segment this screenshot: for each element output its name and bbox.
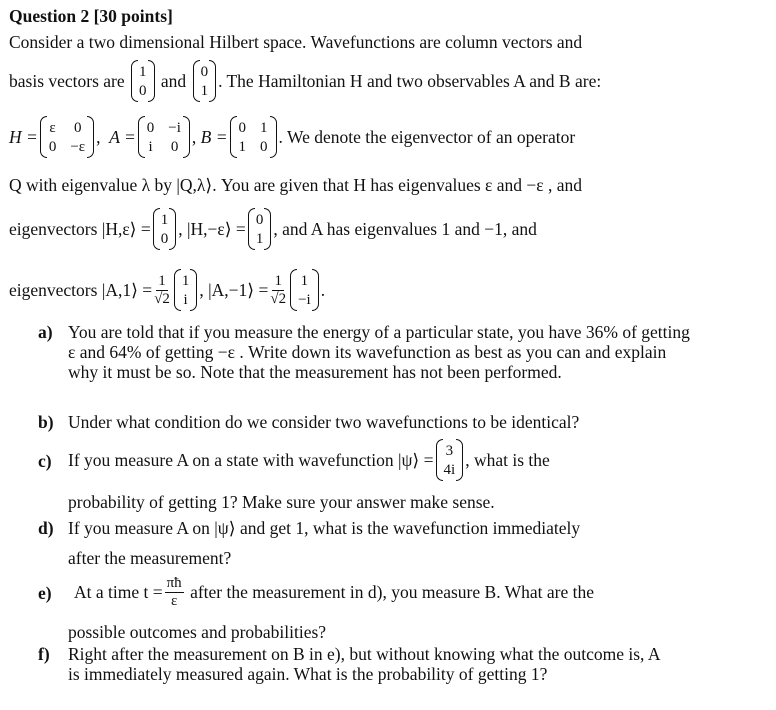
part-e-label: e)	[38, 583, 52, 603]
part-b-text: Under what condition do we consider two wavefunctions to be identical?	[68, 412, 580, 432]
part-e-line-1	[74, 568, 754, 616]
eigvec-a-prefix: eigenvectors	[9, 279, 98, 300]
part-f-text: Right after the measurement on B in e), but without knowing what the outcome is, A is immediately measured again. What is the probability of getting 1?	[68, 644, 660, 685]
a-eigen-sentence: , and A has eigenvalues 1 and −1, and	[273, 218, 537, 239]
a-label: A =	[109, 126, 136, 147]
part-c-post: , what is the	[465, 449, 550, 470]
h-minus-vector: 0 1	[248, 208, 272, 250]
h-matrix: ε 0 0 −ε	[40, 116, 94, 158]
part-c-line-1	[68, 438, 748, 482]
sqrt2-fraction-1: $\frac{1}{√2}$	[154, 272, 170, 307]
basis-line	[9, 58, 601, 104]
h-label: H =	[9, 126, 38, 147]
h-ket-minus: |H,−ε⟩ =	[187, 218, 246, 239]
part-d-label: d)	[38, 518, 54, 538]
q-line: Q with eigenvalue λ by |Q,λ⟩. You are given that H has eigenvalues ε and −ε , and	[9, 175, 583, 195]
a-eigenvectors-line: eigenvectors |A,1⟩ = $\frac{1}{√2}$ 1 i , |A,−1⟩ = $\frac{1}{√2}$ 1 −i .	[9, 265, 325, 315]
time-fraction: $\frac{\pi ħ}{\varepsilon}$	[166, 574, 182, 609]
basis-vector-1: 1 0	[131, 60, 155, 102]
eigvec-h-prefix: eigenvectors	[9, 218, 98, 239]
b-label: B =	[200, 126, 228, 147]
h-ket-plus: |H,ε⟩ =	[101, 218, 151, 239]
matrices-line: H = ε 0 0 −ε , A = 0 −i i 0 , B = 0 1 1 0 . We denote the eigenvector of an operator	[9, 114, 575, 160]
a-ket-minus: |A,−1⟩ =	[208, 279, 269, 300]
part-e	[38, 568, 758, 616]
question-title: Question 2 [30 points]	[9, 6, 173, 26]
sqrt2-fraction-2: $\frac{1}{√2}$	[270, 272, 287, 307]
b-matrix: 0 1 1 0	[230, 116, 277, 158]
part-d-line-2: after the measurement?	[68, 548, 232, 568]
basis-prefix: basis vectors are	[9, 70, 125, 91]
part-f-label: f)	[38, 644, 50, 664]
part-e-post: after the measurement in d), you measure B. What are the	[190, 581, 595, 602]
psi-vector: 3 4i	[436, 439, 464, 481]
part-d-text: If you measure A on |ψ⟩ and get 1, what is the wavefunction immediately	[68, 518, 581, 538]
part-c-pre: If you measure A on a state with wavefunction |ψ⟩ =	[68, 449, 434, 470]
eigvec-sentence: . We denote the eigenvector of an operator	[278, 126, 576, 147]
part-c-label: c)	[38, 451, 52, 471]
intro-line-1: Consider a two dimensional Hilbert space. Wavefunctions are column vectors and	[9, 32, 583, 52]
and-word: and	[160, 70, 187, 91]
basis-vector-2: 0 1	[193, 60, 217, 102]
hamiltonian-sentence: . The Hamiltonian H and two observables A and B are:	[218, 70, 602, 91]
a-ket-plus: |A,1⟩ =	[101, 279, 153, 300]
a-plus-vector: 1 i	[174, 269, 198, 311]
a-matrix: 0 −i i 0	[138, 116, 190, 158]
h-eigenvectors-line: eigenvectors |H,ε⟩ = 1 0 , |H,−ε⟩ = 0 1 , and A has eigenvalues 1 and −1, and	[9, 205, 537, 253]
part-b-label: b)	[38, 412, 54, 432]
part-c	[38, 438, 758, 482]
part-c-line-2: probability of getting 1? Make sure your answer make sense.	[68, 492, 495, 512]
a-minus-vector: 1 −i	[290, 269, 319, 311]
part-e-line-2: possible outcomes and probabilities?	[68, 622, 327, 642]
h-plus-vector: 1 0	[153, 208, 177, 250]
part-a-text: You are told that if you measure the energy of a particular state, you have 36% of getting ε and 64% of getting −ε . Write down its wavefunction as best as you can and explain why it must be so. Note that the measurement has not been performed.	[68, 322, 690, 383]
part-a-label: a)	[38, 322, 53, 342]
part-e-pre: At a time t =	[74, 581, 163, 602]
